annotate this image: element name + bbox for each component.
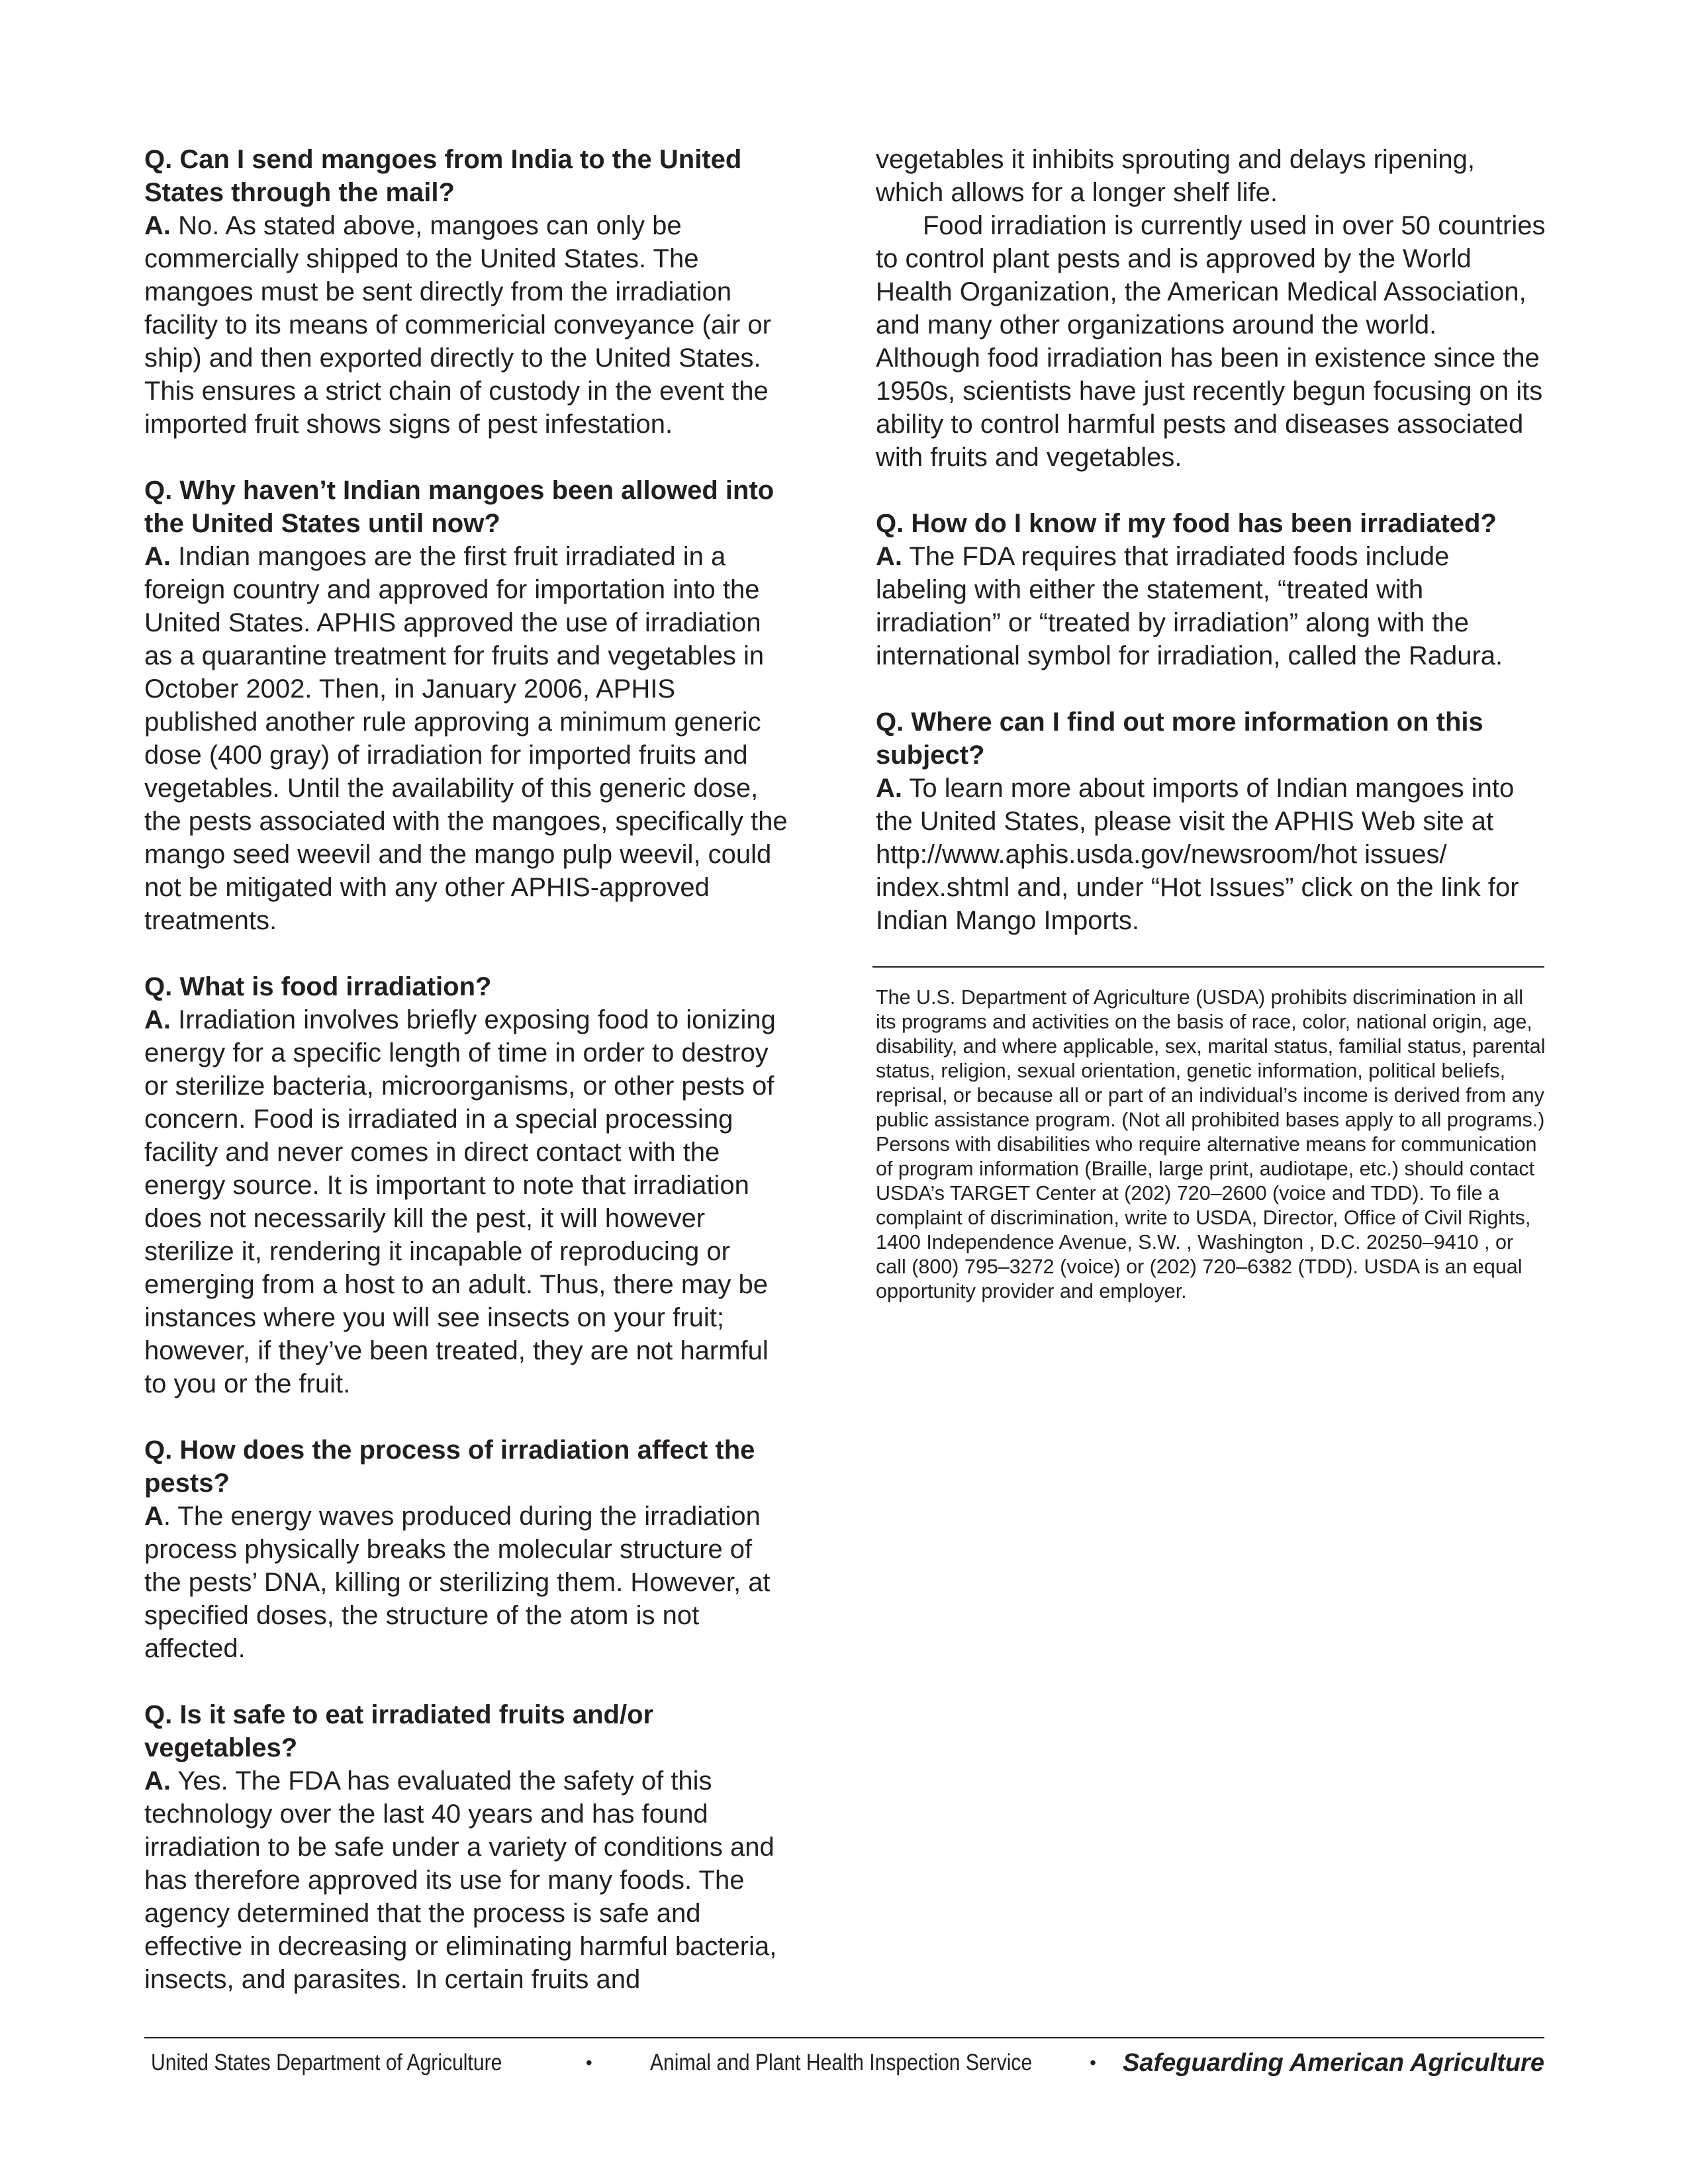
qa-why-now bbox=[144, 474, 794, 937]
footer-slogan: Safeguarding American Agriculture bbox=[1123, 2048, 1544, 2077]
qa-know-irradiated bbox=[876, 507, 1546, 672]
footer-service: Animal and Plant Health Inspection Service bbox=[649, 2050, 1032, 2075]
question-heading: Q. What is food irradiation? bbox=[144, 972, 492, 1001]
answer-text: . The energy waves produced during the irradiation process physically breaks the molecular structure of the pests’ DNA, killing or sterilizing them. However, at specified doses, the structure of the atom is not affected. bbox=[144, 1502, 771, 1663]
answer-label: A. bbox=[876, 542, 902, 571]
answer-text: Yes. The FDA has evaluated the safety of this technology over the last 40 years and has found irradiation to be safe under a variety of conditions and has therefore approved its use for many foods. The agency determined that the process is safe and effective in decreasing or eliminating harmful bacteria, insects, and parasites. In certain fruits and bbox=[144, 1766, 777, 1994]
answer-text: The FDA requires that irradiated foods include labeling with either the statement, “treated with irradiation” or “treated by irradiation” along with the international symbol for irradiation, called the Radura. bbox=[876, 542, 1503, 670]
answer-text: Irradiation involves briefly exposing food to ionizing energy for a specific length of time in order to destroy or sterilize bacteria, microorganisms, or other pests of concern. Food is irradiated in a special processing facility and never comes in direct contact with the energy source. It is important to note that irradiation does not necessarily kill the pest, it will however sterilize it, rendering it incapable of reproducing or emerging from a host to an adult. Thus, there may be instances where you will see insects on your fruit; however, if they’ve been treated, they are not harmful to you or the fruit. bbox=[144, 1005, 776, 1398]
question-heading: Q. How does the process of irradiation affect the pests? bbox=[144, 1435, 755, 1498]
answer-paragraph bbox=[144, 1500, 794, 1665]
left-column bbox=[144, 143, 794, 2029]
question-heading: Q. How do I know if my food has been irradiated? bbox=[876, 509, 1497, 538]
answer-paragraph bbox=[876, 540, 1546, 672]
answer-paragraph bbox=[876, 772, 1546, 937]
answer-label: A. bbox=[144, 1766, 171, 1796]
answer-paragraph bbox=[144, 540, 794, 937]
answer-text: Indian mangoes are the first fruit irradiated in a foreign country and approved for importation into the United States. APHIS approved the use of irradiation as a quarantine treatment for fruits and vegetables in October 2002. Then, in January 2006, APHIS published another rule approving a minimum generic dose (400 gray) of irradiation for imported fruits and vegetables. Until the availability of this generic dose, the pests associated with the mangoes, specifically the mango seed weevil and the mango pulp weevil, could not be mitigated with any other APHIS-approved treatments. bbox=[144, 542, 788, 935]
answer-label: A. bbox=[876, 774, 902, 803]
answer-paragraph bbox=[144, 209, 794, 441]
qa-what-is-irradiation bbox=[144, 970, 794, 1400]
page-footer bbox=[151, 2046, 1544, 2079]
question-heading: Q. Can I send mangoes from India to the United States through the mail? bbox=[144, 145, 742, 207]
nondiscrimination-statement: The U.S. Department of Agriculture (USDA) prohibits discrimination in all its programs and activities on the basis of race, color, national origin, age, disability, and where applicable, sex, marital status, familial status, parental status, religion, sexual orientation, genetic information, political beliefs, reprisal, or because all or part of an individual’s income is derived from any public assistance program. (Not all prohibited bases apply to all programs.) Persons with disabilities who require alternative means for communication of program information (Braille, large print, audiotape, etc.) should contact USDA’s TARGET Center at (202) 720–2600 (voice and TDD). To file a complaint of discrimination, write to USDA, Director, Office of Civil Rights, 1400 Independence Avenue, S.W. , Washington , D.C. 20250–9410 , or call (800) 795–3272 (voice) or (202) 720–6382 (TDD). USDA is an equal opportunity provider and employer. bbox=[876, 986, 1546, 1302]
footer-agency: United States Department of Agriculture bbox=[151, 2050, 502, 2075]
answer-label: A bbox=[144, 1502, 164, 1531]
answer-paragraph bbox=[144, 1003, 794, 1400]
footer-bullet: • bbox=[1090, 2052, 1096, 2073]
answer-text: To learn more about imports of Indian mangoes into the United States, please visit the APHIS Web site at http://www.aphis.usda.gov/newsroom/hot issues/ index.shtml and, under “Hot Issues” click on the link for Indian Mango Imports. bbox=[876, 774, 1519, 935]
continuation-paragraph: vegetables it inhibits sprouting and delays ripening, which allows for a longer shelf life. bbox=[876, 145, 1476, 207]
answer-text: No. As stated above, mangoes can only be commercially shipped to the United States. The mangoes must be sent directly from the irradiation facility to its means of commericial conveyance (air or ship) and then exported directly to the United States. This ensures a strict chain of custody in the event the imported fruit shows signs of pest infestation. bbox=[144, 211, 771, 439]
answer-label: A. bbox=[144, 542, 171, 571]
irradiation-usage-paragraph: Food irradiation is currently used in over 50 countries to control plant pests and is approved by the World Health Organization, the American Medical Association, and many other organizations around the world. Although food irradiation has been in existence since the 1950s, scientists have just recently begun focusing on its ability to control harmful pests and diseases associated with fruits and vegetables. bbox=[876, 211, 1546, 472]
qa-more-information bbox=[876, 705, 1546, 937]
qa-safe-to-eat bbox=[144, 1698, 794, 1996]
footer-divider bbox=[144, 2037, 1544, 2038]
question-heading: Q. Why haven’t Indian mangoes been allowed into the United States until now? bbox=[144, 476, 774, 538]
answer-label: A. bbox=[144, 1005, 171, 1034]
footer-bullet: • bbox=[585, 2052, 592, 2073]
qa-affect-pests bbox=[144, 1433, 794, 1665]
right-column bbox=[876, 143, 1546, 970]
question-heading: Q. Is it safe to eat irradiated fruits and/or vegetables? bbox=[144, 1700, 654, 1762]
section-divider bbox=[872, 966, 1544, 968]
answer-label: A. bbox=[144, 211, 171, 240]
answer-paragraph bbox=[144, 1764, 794, 1996]
question-heading: Q. Where can I find out more information on this subject? bbox=[876, 707, 1483, 770]
qa-mail bbox=[144, 143, 794, 441]
